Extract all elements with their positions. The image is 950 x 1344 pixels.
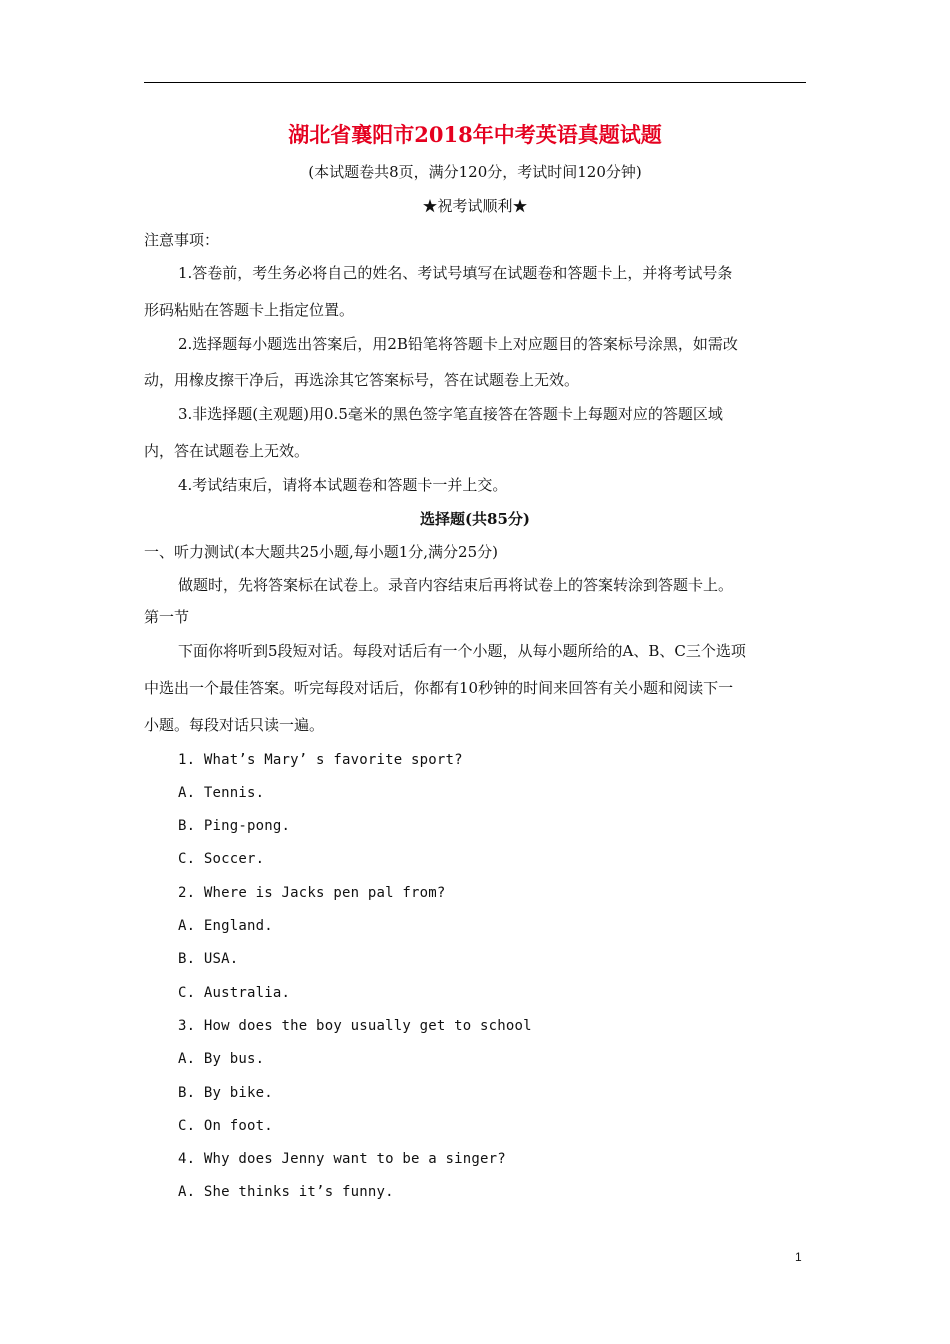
notice-item-4: 4.考试结束后，请将本试题卷和答题卡一并上交。 [178,476,508,494]
subsection-heading: 第一节 [144,608,190,626]
notice-item-3-cont: 内，答在试题卷上无效。 [144,442,310,460]
notice-item-3: 3.非选择题(主观题)用0.5毫米的黑色签字笔直接答在答题卡上每题对应的答题区域 [178,405,723,423]
question-4: 4. Why does Jenny want to be a singer? [178,1151,506,1167]
question-1-option-b: B. Ping-pong. [178,818,291,834]
question-1: 1. What’s Mary’ s favorite sport? [178,752,463,768]
question-1-option-a: A. Tennis. [178,785,265,801]
question-3-option-c: C. On foot. [178,1118,273,1134]
question-4-option-a: A. She thinks it’s funny. [178,1184,394,1200]
notice-item-2-cont: 动，用橡皮擦干净后，再选涂其它答案标号，答在试题卷上无效。 [144,371,580,389]
notice-heading: 注意事项： [144,231,220,249]
question-1-option-c: C. Soccer. [178,851,265,867]
notice-item-1: 1.答卷前，考生务必将自己的姓名、考试号填写在试题卷和答题卡上，并将考试号条 [178,264,733,282]
question-3-option-b: B. By bike. [178,1085,273,1101]
page-number: 1 [795,1250,802,1264]
document-title: 湖北省襄阳市2018年中考英语真题试题 [288,122,662,147]
listening-intro-cont-2: 小题。每段对话只读一遍。 [144,716,325,734]
question-2-option-c: C. Australia. [178,985,291,1001]
notice-item-1-cont: 形码粘贴在答题卡上指定位置。 [144,301,355,319]
part-one-heading: 一、听力测试(本大题共25小题,每小题1分,满分25分) [144,543,498,561]
good-luck-wish: ★祝考试顺利★ [422,197,528,215]
listening-intro-cont-1: 中选出一个最佳答案。听完每段对话后，你都有10秒钟的时间来回答有关小题和阅读下一 [144,679,734,697]
question-2: 2. Where is Jacks pen pal from? [178,885,446,901]
question-2-option-b: B. USA. [178,951,239,967]
header-rule [144,82,806,83]
listening-intro: 下面你将听到5段短对话。每段对话后有一个小题，从每小题所给的A、B、C三个选项 [178,642,746,660]
question-2-option-a: A. England. [178,918,273,934]
section-heading: 选择题(共85分) [419,510,531,528]
answer-instruction: 做题时，先将答案标在试卷上。录音内容结束后再将试卷上的答案转涂到答题卡上。 [178,576,734,594]
question-3: 3. How does the boy usually get to school [178,1018,532,1034]
notice-item-2: 2.选择题每小题选出答案后，用2B铅笔将答题卡上对应题目的答案标号涂黑，如需改 [178,335,738,353]
exam-info: (本试题卷共8页，满分120分，考试时间120分钟) [308,163,642,181]
question-3-option-a: A. By bus. [178,1051,265,1067]
